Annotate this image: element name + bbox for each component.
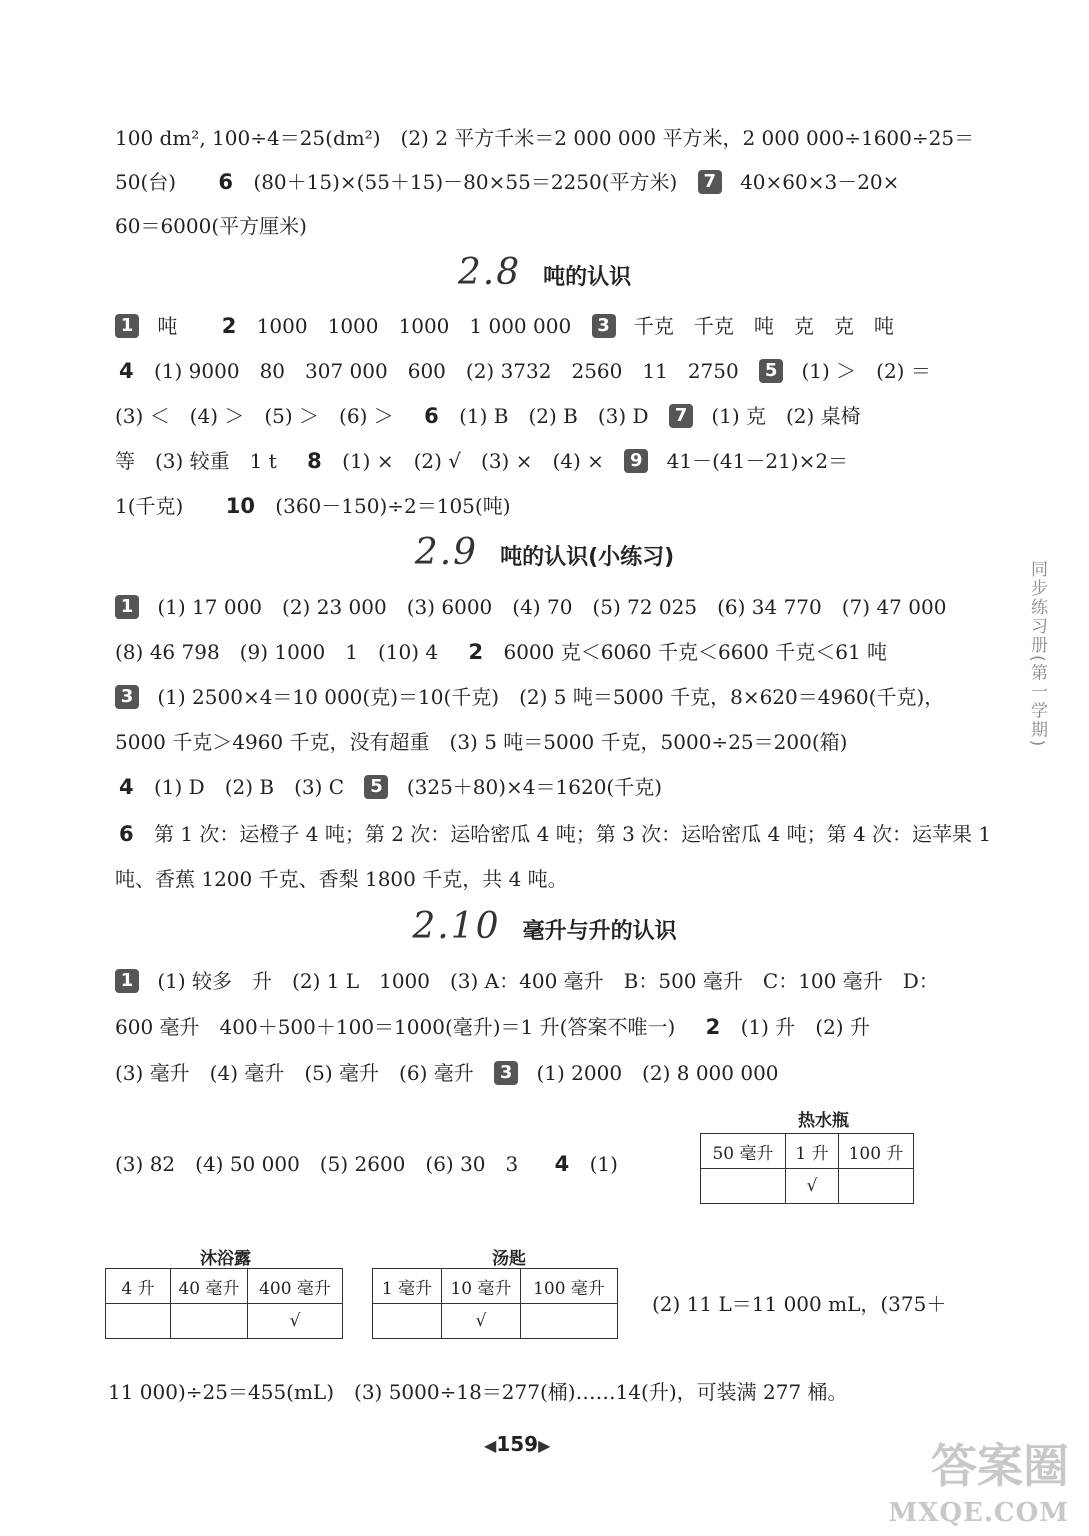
right-triangle-icon: ▶ — [538, 1436, 551, 1455]
shower-gel-table — [105, 1268, 343, 1339]
question-number-box: 5 — [759, 359, 783, 383]
table-cell — [106, 1304, 171, 1339]
table-cell: √ — [442, 1304, 521, 1339]
section-heading-2-8: 2.8 吨的认识 — [457, 252, 632, 293]
table-header-cell: 40 毫升 — [171, 1269, 248, 1304]
text-line: 11 000)÷25＝455(mL) (3) 5000÷18＝277(桶)……14(升)，可装满 277 桶。 — [108, 1380, 848, 1404]
table-cell — [373, 1304, 442, 1339]
question-number-box: 7 — [698, 170, 722, 194]
watermark-logo: 答案圈 — [931, 1439, 1069, 1493]
text-line: (8) 46 798 (9) 1000 1 (10) 4 2 6000 克＜6060 千克＜6600 千克＜61 吨 — [115, 640, 888, 664]
question-number-box: 1 — [115, 595, 139, 619]
text-line: 1 (1) 较多 升 (2) 1 L 1000 (3) A：400 毫升 B：500 毫升 C：100 毫升 D： — [115, 967, 939, 995]
question-number-box: 3 — [592, 314, 616, 338]
table-caption: 沐浴露 — [200, 1249, 251, 1269]
sidebar-book-title: 同步练习册(第一学期) — [1027, 560, 1047, 749]
table-caption: 汤匙 — [492, 1249, 526, 1269]
question-number-box: 1 — [115, 969, 139, 993]
text-line: (3) 毫升 (4) 毫升 (5) 毫升 (6) 毫升 3 (1) 2000 (2) 8 000 000 — [115, 1061, 779, 1085]
text-line: 1 吨 2 1000 1000 1000 1 000 000 3 千克 千克 吨 克 克 吨 — [115, 312, 894, 340]
question-number: 4 — [119, 775, 134, 799]
text-line: 60＝6000(平方厘米) — [115, 214, 307, 238]
question-number: 10 — [225, 494, 255, 518]
table-header-cell: 4 升 — [106, 1269, 171, 1304]
question-number: 8 — [307, 449, 322, 473]
table-cell — [521, 1304, 618, 1339]
text-line: 3 (1) 2500×4＝10 000(克)＝10(千克) (2) 5 吨＝5000 千克，8×620＝4960(千克)， — [115, 683, 944, 711]
spoon-table — [372, 1268, 618, 1339]
text-line: 1 (1) 17 000 (2) 23 000 (3) 6000 (4) 70 (5) 72 025 (6) 34 770 (7) 47 000 — [115, 593, 946, 621]
text-line: 等 (3) 较重 1 t 8 (1) × (2) √ (3) × (4) × 9 41－(41－21)×2＝ — [115, 449, 849, 473]
table-cell: √ — [248, 1304, 343, 1339]
question-number-box: 5 — [364, 775, 388, 799]
question-number: 4 — [119, 359, 134, 383]
table-header-cell: 50 毫升 — [701, 1134, 786, 1169]
thermos-table — [700, 1133, 914, 1204]
section-heading-2-10: 2.10 毫升与升的认识 — [412, 906, 677, 947]
text-line: 100 dm², 100÷4＝25(dm²) (2) 2 平方千米＝2 000 000 平方米，2 000 000÷1600÷25＝ — [115, 126, 975, 150]
left-triangle-icon: ◀ — [484, 1436, 497, 1455]
question-number-box: 3 — [115, 685, 139, 709]
question-number-box: 1 — [115, 314, 139, 338]
table-header-cell: 1 升 — [786, 1134, 839, 1169]
text-line: (3) 82 (4) 50 000 (5) 2600 (6) 30 3 4 (1) — [115, 1152, 618, 1176]
table-header-cell: 400 毫升 — [248, 1269, 343, 1304]
table-header-cell: 10 毫升 — [442, 1269, 521, 1304]
question-number: 2 — [705, 1015, 721, 1039]
table-cell: √ — [786, 1169, 839, 1204]
table-header-cell: 100 毫升 — [521, 1269, 618, 1304]
text-line: 50(台) 6 (80＋15)×(55＋15)－80×55＝2250(平方米) 7 40×60×3－20× — [115, 170, 900, 194]
question-number: 2 — [221, 314, 237, 338]
question-number-box: 3 — [494, 1061, 518, 1085]
question-number: 6 — [424, 404, 439, 428]
table-cell — [701, 1169, 786, 1204]
question-number: 2 — [468, 640, 484, 664]
text-line: (2) 11 L＝11 000 mL，(375＋ — [652, 1292, 947, 1316]
question-number-box: 9 — [624, 449, 648, 473]
question-number-box: 7 — [669, 404, 693, 428]
question-number: 4 — [554, 1152, 570, 1176]
watermark-url: MXQE.COM — [888, 1498, 1069, 1528]
table-header-cell: 100 升 — [839, 1134, 914, 1169]
text-line: 6 第 1 次：运橙子 4 吨；第 2 次：运哈密瓜 4 吨；第 3 次：运哈密瓜 4 吨；第 4 次：运苹果 1 — [119, 822, 992, 846]
table-header-cell: 1 毫升 — [373, 1269, 442, 1304]
text-line: (3) ＜ (4) ＞ (5) ＞ (6) ＞ 6 (1) B (2) B (3) D 7 (1) 克 (2) 桌椅 — [115, 404, 861, 428]
text-line: 1(千克) 10 (360－150)÷2＝105(吨) — [115, 494, 511, 518]
question-number: 6 — [119, 822, 134, 846]
text-line: 吨、香蕉 1200 千克、香梨 1800 千克，共 4 吨。 — [115, 867, 568, 891]
text-line: 4 (1) D (2) B (3) C 5 (325＋80)×4＝1620(千克) — [119, 775, 663, 799]
text-line: 4 (1) 9000 80 307 000 600 (2) 3732 2560 11 2750 5 (1) ＞ (2) ＝ — [119, 359, 931, 383]
question-number: 6 — [218, 170, 234, 194]
page-number: ◀159▶ — [484, 1432, 551, 1456]
text-line: 5000 千克＞4960 千克，没有超重 (3) 5 吨＝5000 千克，5000÷25＝200(箱) — [115, 730, 848, 754]
table-caption: 热水瓶 — [798, 1111, 849, 1131]
section-heading-2-9: 2.9 吨的认识(小练习) — [414, 532, 675, 573]
table-cell — [839, 1169, 914, 1204]
text-line: 600 毫升 400＋500＋100＝1000(毫升)＝1 升(答案不唯一) 2 (1) 升 (2) 升 — [115, 1015, 870, 1039]
table-cell — [171, 1304, 248, 1339]
